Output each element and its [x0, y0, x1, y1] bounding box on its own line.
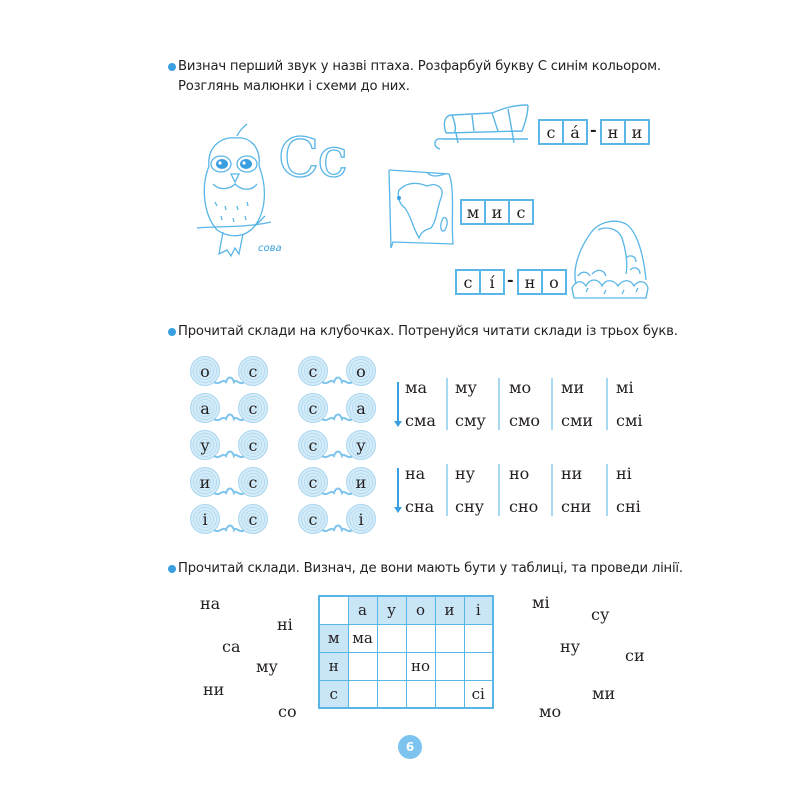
yarn-ball: с [238, 393, 268, 423]
table-corner-cell [319, 596, 348, 624]
scheme-cell: н [600, 119, 626, 145]
column-divider [606, 464, 608, 516]
yarn-ball: і [190, 504, 220, 534]
syllable: му [455, 378, 477, 397]
table-column-header: а [348, 596, 377, 624]
syllable: но [509, 464, 530, 483]
down-arrow-icon [397, 468, 399, 508]
syllable: ну [455, 464, 476, 483]
yarn-ball: с [238, 356, 268, 386]
table-column-header: и [435, 596, 464, 624]
syllable: сни [561, 497, 592, 516]
syllable: сму [455, 411, 486, 430]
scattered-syllable[interactable]: ни [203, 680, 225, 699]
yarn-ball: с [238, 430, 268, 460]
table-row [319, 624, 493, 652]
table-cell[interactable] [377, 680, 406, 708]
scattered-syllable[interactable]: му [256, 657, 278, 676]
map-icon [387, 168, 457, 248]
yarn-thread-icon [214, 411, 244, 425]
column-divider [446, 464, 448, 516]
scattered-syllable[interactable]: ні [277, 615, 293, 634]
table-cell[interactable] [348, 680, 377, 708]
task1-line2: Розглянь малюнки і схеми до них. [178, 79, 410, 94]
owl-icon [195, 122, 275, 262]
table-column-header: у [377, 596, 406, 624]
syllable: ми [561, 378, 585, 397]
task3-text: Прочитай склади. Визнач, де вони мають бути у таблиці, та проведи лінії. [178, 561, 683, 576]
column-divider [446, 378, 448, 430]
table-cell[interactable] [348, 652, 377, 680]
table-row [319, 652, 493, 680]
scattered-syllable[interactable]: си [625, 646, 645, 665]
table-cell[interactable]: ма [348, 624, 377, 652]
scattered-syllable[interactable]: су [591, 605, 610, 624]
table-row-header: с [319, 680, 348, 708]
column-divider [498, 464, 500, 516]
syllable-dash: - [507, 270, 514, 289]
column-divider [606, 378, 608, 430]
task2-instruction [178, 322, 678, 342]
table-cell[interactable] [435, 624, 464, 652]
scattered-syllable[interactable]: ну [560, 637, 581, 656]
yarn-ball: а [190, 393, 220, 423]
syllable: ни [561, 464, 583, 483]
table-header-row [319, 596, 493, 624]
syllable: сно [509, 497, 539, 516]
yarn-ball: і [346, 504, 376, 534]
syllable: смо [509, 411, 541, 430]
yarn-ball: и [346, 467, 376, 497]
syllable: сна [405, 497, 435, 516]
table-cell[interactable] [435, 680, 464, 708]
yarn-ball: с [238, 504, 268, 534]
scheme-cell: с [538, 119, 564, 145]
syllable: мо [509, 378, 532, 397]
yarn-ball: с [298, 504, 328, 534]
table-cell[interactable]: сі [464, 680, 493, 708]
table-cell[interactable] [464, 624, 493, 652]
yarn-thread-icon [322, 522, 352, 536]
scattered-syllable[interactable]: са [222, 637, 241, 656]
yarn-thread-icon [214, 485, 244, 499]
page-number: 6 [398, 735, 422, 759]
syllable: сну [455, 497, 485, 516]
yarn-ball: о [346, 356, 376, 386]
scheme-cell: á [562, 119, 588, 145]
yarn-thread-icon [322, 448, 352, 462]
task1-instruction [178, 57, 661, 97]
table-cell[interactable] [406, 624, 435, 652]
yarn-ball: у [190, 430, 220, 460]
yarn-ball: у [346, 430, 376, 460]
yarn-thread-icon [322, 374, 352, 388]
column-divider [551, 464, 553, 516]
yarn-ball: с [298, 356, 328, 386]
syllable-dash: - [590, 120, 597, 139]
yarn-ball: с [298, 430, 328, 460]
column-divider [551, 378, 553, 430]
scheme-cell: м [460, 199, 486, 225]
yarn-ball: а [346, 393, 376, 423]
bullet-icon [168, 565, 176, 573]
table-cell[interactable] [435, 652, 464, 680]
scheme-cell: и [484, 199, 510, 225]
yarn-thread-icon [214, 374, 244, 388]
scattered-syllable[interactable]: мо [539, 702, 562, 721]
yarn-thread-icon [322, 411, 352, 425]
column-divider [498, 378, 500, 430]
scheme-cell: н [517, 269, 543, 295]
task1-line1: Визнач перший звук у назві птаха. Розфарбуй букву С синім кольором. [178, 59, 661, 74]
bullet-icon [168, 328, 176, 336]
owl-caption: сова [258, 243, 282, 254]
task2-text: Прочитай склади на клубочках. Потренуйся читати склади із трьох букв. [178, 324, 678, 339]
scattered-syllable[interactable]: мі [532, 593, 550, 612]
table-row-header: м [319, 624, 348, 652]
syllable: на [405, 464, 426, 483]
scheme-cell: и [624, 119, 650, 145]
task3-instruction [178, 559, 683, 579]
yarn-ball: с [238, 467, 268, 497]
syllable: смі [616, 411, 643, 430]
syllable: мі [616, 378, 634, 397]
yarn-ball: и [190, 467, 220, 497]
table-cell[interactable]: но [406, 652, 435, 680]
syllable: сма [405, 411, 436, 430]
down-arrow-icon [397, 382, 399, 422]
sled-icon [432, 103, 532, 155]
scattered-syllable[interactable]: ми [592, 684, 616, 703]
scattered-syllable[interactable]: со [278, 702, 297, 721]
syllable: сми [561, 411, 594, 430]
scheme-cell: о [541, 269, 567, 295]
table-column-header: і [464, 596, 493, 624]
table-cell[interactable] [406, 680, 435, 708]
syllable: сні [616, 497, 641, 516]
scattered-syllable[interactable]: на [200, 594, 221, 613]
yarn-thread-icon [214, 522, 244, 536]
syllable: ма [405, 378, 427, 397]
table-cell[interactable] [464, 652, 493, 680]
syllable-table [318, 595, 494, 709]
letter-cc[interactable]: Cc [278, 126, 346, 189]
bullet-icon [168, 63, 176, 71]
scheme-cell: í [479, 269, 505, 295]
yarn-ball: с [298, 467, 328, 497]
syllable: ні [616, 464, 632, 483]
table-cell[interactable] [377, 652, 406, 680]
yarn-ball: о [190, 356, 220, 386]
yarn-thread-icon [214, 448, 244, 462]
table-column-header: о [406, 596, 435, 624]
table-row [319, 680, 493, 708]
scheme-cell: с [455, 269, 481, 295]
yarn-ball: с [298, 393, 328, 423]
table-cell[interactable] [377, 624, 406, 652]
scheme-cell: с [508, 199, 534, 225]
table-row-header: н [319, 652, 348, 680]
yarn-thread-icon [322, 485, 352, 499]
haystack-icon [570, 218, 650, 300]
